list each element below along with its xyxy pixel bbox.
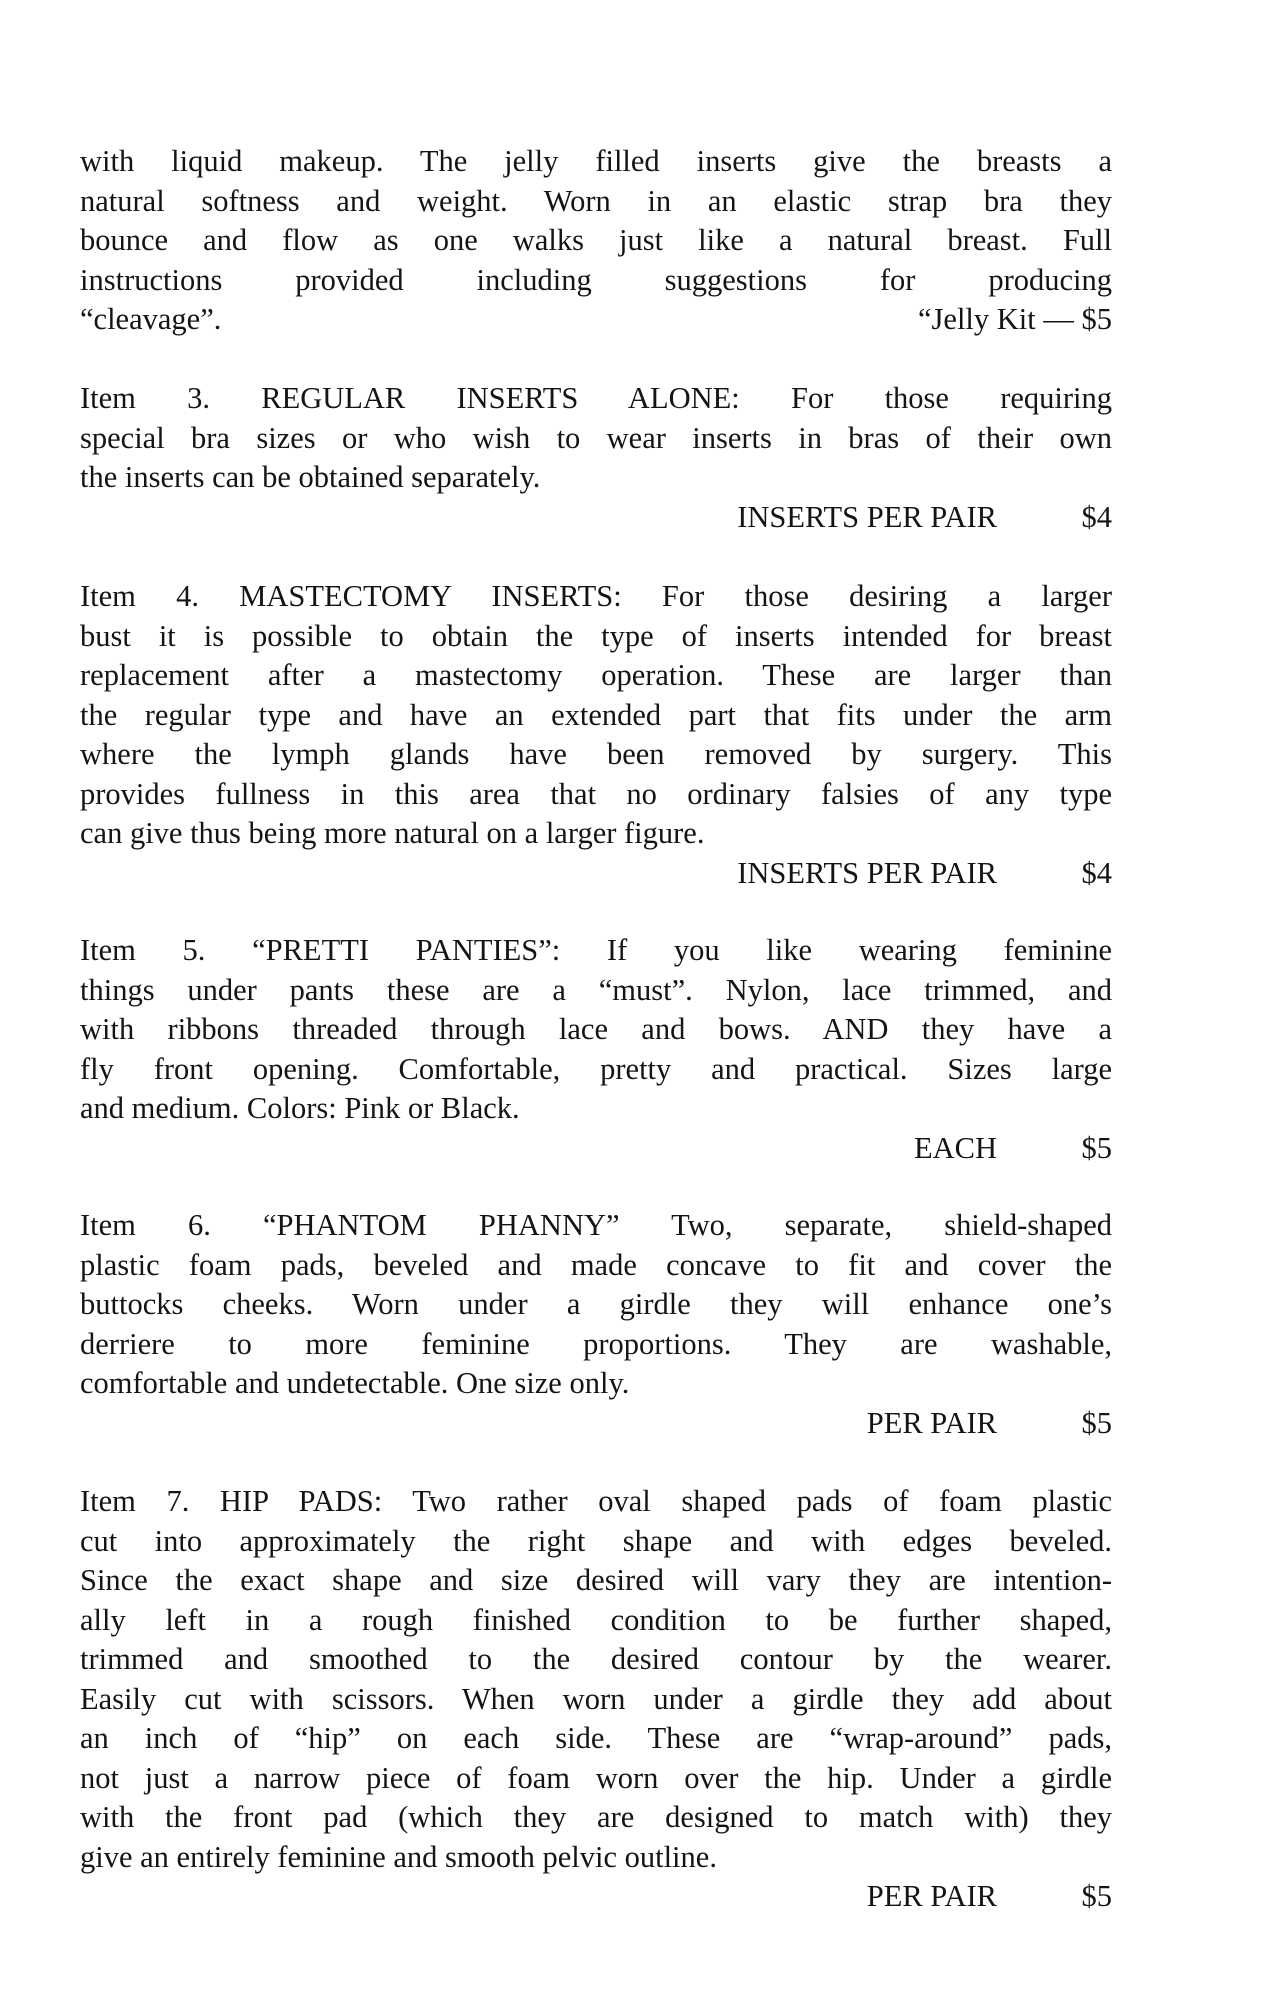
text-line: Easily cut with scissors. When worn under a girdle they add about [80, 1681, 1112, 1716]
text-line: bust it is possible to obtain the type of inserts intended for breast [80, 618, 1112, 653]
item-heading-line: Item 7. HIP PADS: Two rather oval shaped pads of foam plastic [80, 1484, 1112, 1518]
price-value: $5 [1081, 1879, 1112, 1913]
price-label: INSERTS PER PAIR [737, 855, 997, 890]
text-line: special bra sizes or who wish to wear inserts in bras of their own [80, 420, 1112, 455]
item-5 [80, 931, 1112, 1168]
price-row [80, 1129, 1112, 1169]
intro-final-line [80, 300, 1112, 340]
item-7 [80, 1482, 1112, 1917]
text-line: and medium. Colors: Pink or Black. [80, 1091, 520, 1125]
price-label: PER PAIR [866, 1405, 997, 1440]
text-line: bounce and flow as one walks just like a natural breast. Full [80, 223, 1112, 257]
text-line: where the lymph glands have been removed by surgery. This [80, 737, 1112, 771]
price-row [80, 1404, 1112, 1444]
text-line: with the front pad (which they are designed to match with) they [80, 1800, 1112, 1834]
price-row [80, 854, 1112, 894]
text-line: not just a narrow piece of foam worn over the hip. Under a girdle [80, 1760, 1112, 1795]
item-heading-line: Item 5. “PRETTI PANTIES”: If you like wearing feminine [80, 933, 1112, 967]
price-row [80, 498, 1112, 538]
text-line: an inch of “hip” on each side. These are “wrap-around” pads, [80, 1721, 1112, 1755]
text-line: cut into approximately the right shape and with edges beveled. [80, 1523, 1112, 1558]
text-line: “cleavage”. [80, 302, 222, 336]
item-heading-line: Item 3. REGULAR INSERTS ALONE: For those requiring [80, 381, 1112, 415]
text-line: ally left in a rough finished condition to be further shaped, [80, 1602, 1112, 1637]
text-line: can give thus being more natural on a larger figure. [80, 816, 705, 850]
text-line: instructions provided including suggestions for producing [80, 262, 1112, 297]
jelly-kit-price: “Jelly Kit — $5 [918, 302, 1112, 336]
price-value: $5 [1081, 1130, 1112, 1165]
text-line: Since the exact shape and size desired will vary they are intention- [80, 1563, 1112, 1597]
text-line: things under pants these are a “must”. Nylon, lace trimmed, and [80, 972, 1112, 1007]
item-6 [80, 1206, 1112, 1443]
intro-paragraph [80, 142, 1112, 340]
price-value: $5 [1081, 1405, 1112, 1440]
text-line: replacement after a mastectomy operation. These are larger than [80, 658, 1112, 692]
text-line: with ribbons threaded through lace and bows. AND they have a [80, 1012, 1112, 1046]
price-label: EACH [913, 1130, 997, 1165]
item-4 [80, 577, 1112, 893]
text-line: derriere to more feminine proportions. They are washable, [80, 1326, 1112, 1361]
text-line: provides fullness in this area that no ordinary falsies of any type [80, 776, 1112, 811]
text-line: natural softness and weight. Worn in an elastic strap bra they [80, 183, 1112, 218]
text-line: the inserts can be obtained separately. [80, 460, 541, 494]
item-heading-line: Item 6. “PHANTOM PHANNY” Two, separate, shield-shaped [80, 1208, 1112, 1242]
text-line: give an entirely feminine and smooth pelvic outline. [80, 1839, 717, 1874]
text-line: plastic foam pads, beveled and made concave to fit and cover the [80, 1247, 1112, 1282]
price-label: PER PAIR [866, 1879, 997, 1913]
price-label: INSERTS PER PAIR [737, 499, 997, 534]
price-value: $4 [1081, 855, 1112, 890]
text-line: the regular type and have an extended part that fits under the arm [80, 697, 1112, 732]
text-line: fly front opening. Comfortable, pretty and practical. Sizes large [80, 1051, 1112, 1086]
price-row [80, 1877, 1112, 1917]
item-heading-line: Item 4. MASTECTOMY INSERTS: For those desiring a larger [80, 579, 1112, 613]
item-3 [80, 379, 1112, 537]
text-line: trimmed and smoothed to the desired contour by the wearer. [80, 1642, 1112, 1676]
price-value: $4 [1081, 499, 1112, 534]
text-line: comfortable and undetectable. One size only. [80, 1366, 630, 1400]
text-line: with liquid makeup. The jelly filled inserts give the breasts a [80, 144, 1112, 178]
text-line: buttocks cheeks. Worn under a girdle they will enhance one’s [80, 1287, 1112, 1321]
